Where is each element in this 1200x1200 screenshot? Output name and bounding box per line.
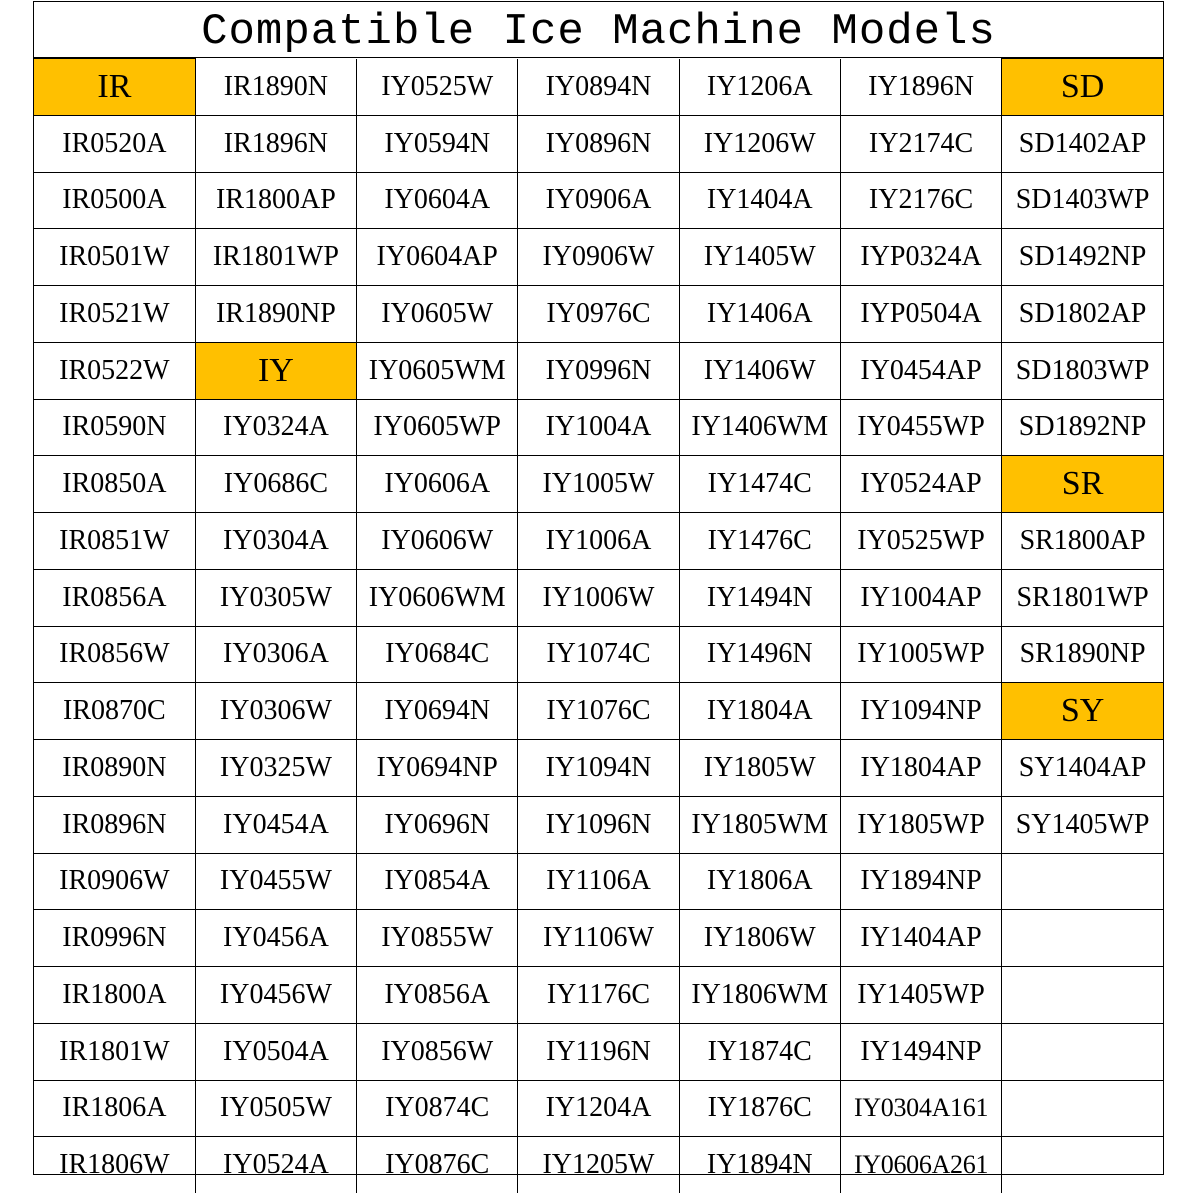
model-cell: IR0850A xyxy=(34,456,195,513)
model-cell: IY1096N xyxy=(518,796,679,853)
model-cell: SR1801WP xyxy=(1002,569,1163,626)
model-cell: IY0324A xyxy=(195,399,356,456)
model-cell: IY0686C xyxy=(195,456,356,513)
model-cell: IY1005W xyxy=(518,456,679,513)
model-cell: IY0894N xyxy=(518,59,679,116)
table-row xyxy=(34,115,1163,172)
model-cell: IR0590N xyxy=(34,399,195,456)
model-cell: IY0696N xyxy=(357,796,518,853)
series-header-cell: IY xyxy=(195,342,356,399)
model-cell: IY0606A xyxy=(357,456,518,513)
model-cell: IY1004AP xyxy=(840,569,1001,626)
model-cell: IY0455WP xyxy=(840,399,1001,456)
model-cell: IY0854A xyxy=(357,853,518,910)
model-cell: IY1404A xyxy=(679,172,840,229)
model-cell: IY1094N xyxy=(518,740,679,797)
model-cell: IY1806W xyxy=(679,910,840,967)
table-row xyxy=(34,683,1163,740)
table-row xyxy=(34,853,1163,910)
table-row xyxy=(34,342,1163,399)
model-cell: IY0306W xyxy=(195,683,356,740)
model-cell: IY0505W xyxy=(195,1080,356,1137)
table-row xyxy=(34,399,1163,456)
model-cell: IY1494NP xyxy=(840,1023,1001,1080)
model-cell: IR1806A xyxy=(34,1080,195,1137)
model-cell: IY1204A xyxy=(518,1080,679,1137)
model-cell: IY0876C xyxy=(357,1137,518,1193)
series-header-cell: SR xyxy=(1002,456,1163,513)
table-row xyxy=(34,967,1163,1024)
model-cell: IY1405WP xyxy=(840,967,1001,1024)
model-cell: IY0856A xyxy=(357,967,518,1024)
model-cell: SR1800AP xyxy=(1002,513,1163,570)
model-cell: IY1805WP xyxy=(840,796,1001,853)
model-cell: IR0870C xyxy=(34,683,195,740)
model-cell: IY0855W xyxy=(357,910,518,967)
model-cell: IY0524A xyxy=(195,1137,356,1193)
model-cell: IY1176C xyxy=(518,967,679,1024)
model-cell: IY0525W xyxy=(357,59,518,116)
model-cell: IY0874C xyxy=(357,1080,518,1137)
model-cell: IY0454AP xyxy=(840,342,1001,399)
model-cell: IY0304A161 xyxy=(840,1080,1001,1137)
model-cell: IY1894N xyxy=(679,1137,840,1193)
model-cell: IR1801W xyxy=(34,1023,195,1080)
model-cell: IY1496N xyxy=(679,626,840,683)
table-row xyxy=(34,569,1163,626)
series-header-cell: IR xyxy=(34,59,195,116)
table-row xyxy=(34,626,1163,683)
table-row xyxy=(34,1137,1163,1193)
model-cell: IY1804A xyxy=(679,683,840,740)
model-cell: SD1892NP xyxy=(1002,399,1163,456)
model-cell: IY1494N xyxy=(679,569,840,626)
table-row xyxy=(34,172,1163,229)
model-cell: IY0594N xyxy=(357,115,518,172)
model-cell: IY2174C xyxy=(840,115,1001,172)
model-cell: IY0896N xyxy=(518,115,679,172)
model-cell: SD1803WP xyxy=(1002,342,1163,399)
model-cell: IY1476C xyxy=(679,513,840,570)
model-cell: IR0890N xyxy=(34,740,195,797)
empty-cell xyxy=(1002,1023,1163,1080)
table-row xyxy=(34,1023,1163,1080)
model-cell: IY1876C xyxy=(679,1080,840,1137)
models-table-body xyxy=(34,59,1163,1194)
model-cell: IR1801WP xyxy=(195,229,356,286)
model-cell: IY0606A261 xyxy=(840,1137,1001,1193)
model-cell: IY1874C xyxy=(679,1023,840,1080)
model-cell: SY1405WP xyxy=(1002,796,1163,853)
model-cell: IY0976C xyxy=(518,286,679,343)
model-cell: IR1890NP xyxy=(195,286,356,343)
model-cell: IY1094NP xyxy=(840,683,1001,740)
model-cell: IR0520A xyxy=(34,115,195,172)
model-cell: IY0605WP xyxy=(357,399,518,456)
model-cell: IY1076C xyxy=(518,683,679,740)
model-cell: IY0305W xyxy=(195,569,356,626)
model-cell: IY1004A xyxy=(518,399,679,456)
model-cell: IR0500A xyxy=(34,172,195,229)
table-row xyxy=(34,229,1163,286)
model-cell: IY1006A xyxy=(518,513,679,570)
series-header-cell: SY xyxy=(1002,683,1163,740)
models-table xyxy=(34,58,1163,1193)
model-cell: IY0504A xyxy=(195,1023,356,1080)
model-cell: IR0996N xyxy=(34,910,195,967)
model-cell: IY0605WM xyxy=(357,342,518,399)
model-cell: IY1406WM xyxy=(679,399,840,456)
model-cell: IY0304A xyxy=(195,513,356,570)
model-cell: IY1806A xyxy=(679,853,840,910)
model-cell: IY0694N xyxy=(357,683,518,740)
empty-cell xyxy=(1002,853,1163,910)
model-cell: IY0996N xyxy=(518,342,679,399)
model-cell: IY1006W xyxy=(518,569,679,626)
empty-cell xyxy=(1002,967,1163,1024)
table-row xyxy=(34,286,1163,343)
model-cell: IR1800AP xyxy=(195,172,356,229)
table-row xyxy=(34,513,1163,570)
model-cell: IR1890N xyxy=(195,59,356,116)
model-cell: IR1806W xyxy=(34,1137,195,1193)
empty-cell xyxy=(1002,1080,1163,1137)
model-cell: SD1492NP xyxy=(1002,229,1163,286)
table-row xyxy=(34,1080,1163,1137)
model-cell: IYP0324A xyxy=(840,229,1001,286)
model-cell: IY0454A xyxy=(195,796,356,853)
model-cell: IY1406W xyxy=(679,342,840,399)
model-cell: IY1805WM xyxy=(679,796,840,853)
model-cell: IR0856A xyxy=(34,569,195,626)
table-row xyxy=(34,59,1163,116)
model-cell: IR0521W xyxy=(34,286,195,343)
model-cell: IY0694NP xyxy=(357,740,518,797)
model-cell: IY0456W xyxy=(195,967,356,1024)
model-cell: IY1074C xyxy=(518,626,679,683)
model-cell: IY0605W xyxy=(357,286,518,343)
model-cell: SD1403WP xyxy=(1002,172,1163,229)
model-cell: IY0456A xyxy=(195,910,356,967)
model-cell: SR1890NP xyxy=(1002,626,1163,683)
model-cell: IY1404AP xyxy=(840,910,1001,967)
model-cell: SD1402AP xyxy=(1002,115,1163,172)
model-cell: SY1404AP xyxy=(1002,740,1163,797)
model-cell: IY0604A xyxy=(357,172,518,229)
model-cell: IY1805W xyxy=(679,740,840,797)
model-cell: IY0524AP xyxy=(840,456,1001,513)
model-cell: IY1005WP xyxy=(840,626,1001,683)
table-row xyxy=(34,796,1163,853)
model-cell: IY0906W xyxy=(518,229,679,286)
model-cell: IY1196N xyxy=(518,1023,679,1080)
series-header-cell: SD xyxy=(1002,59,1163,116)
page-title: Compatible Ice Machine Models xyxy=(34,2,1163,58)
model-cell: IY1206W xyxy=(679,115,840,172)
model-cell: IR0522W xyxy=(34,342,195,399)
empty-cell xyxy=(1002,1137,1163,1193)
model-cell: IY0906A xyxy=(518,172,679,229)
model-cell: IY0455W xyxy=(195,853,356,910)
model-cell: IR0501W xyxy=(34,229,195,286)
model-cell: IY1474C xyxy=(679,456,840,513)
model-cell: IR0906W xyxy=(34,853,195,910)
model-cell: IY0604AP xyxy=(357,229,518,286)
model-cell: IY1205W xyxy=(518,1137,679,1193)
model-cell: IR0851W xyxy=(34,513,195,570)
model-cell: IYP0504A xyxy=(840,286,1001,343)
model-cell: SD1802AP xyxy=(1002,286,1163,343)
model-cell: IR1896N xyxy=(195,115,356,172)
model-cell: IY1894NP xyxy=(840,853,1001,910)
table-row xyxy=(34,910,1163,967)
model-cell: IY1206A xyxy=(679,59,840,116)
model-cell: IY1405W xyxy=(679,229,840,286)
model-cell: IY1804AP xyxy=(840,740,1001,797)
model-cell: IR0896N xyxy=(34,796,195,853)
empty-cell xyxy=(1002,910,1163,967)
table-row xyxy=(34,456,1163,513)
model-cell: IY1406A xyxy=(679,286,840,343)
model-cell: IY2176C xyxy=(840,172,1001,229)
model-cell: IY0684C xyxy=(357,626,518,683)
model-cell: IY0306A xyxy=(195,626,356,683)
model-cell: IY1106W xyxy=(518,910,679,967)
model-cell: IY0606WM xyxy=(357,569,518,626)
model-cell: IY1806WM xyxy=(679,967,840,1024)
model-cell: IY0325W xyxy=(195,740,356,797)
table-row xyxy=(34,740,1163,797)
models-sheet xyxy=(33,1,1164,1181)
model-cell: IY1106A xyxy=(518,853,679,910)
model-cell: IY0606W xyxy=(357,513,518,570)
model-cell: IY1896N xyxy=(840,59,1001,116)
model-cell: IR1800A xyxy=(34,967,195,1024)
model-cell: IY0525WP xyxy=(840,513,1001,570)
model-cell: IR0856W xyxy=(34,626,195,683)
model-cell: IY0856W xyxy=(357,1023,518,1080)
